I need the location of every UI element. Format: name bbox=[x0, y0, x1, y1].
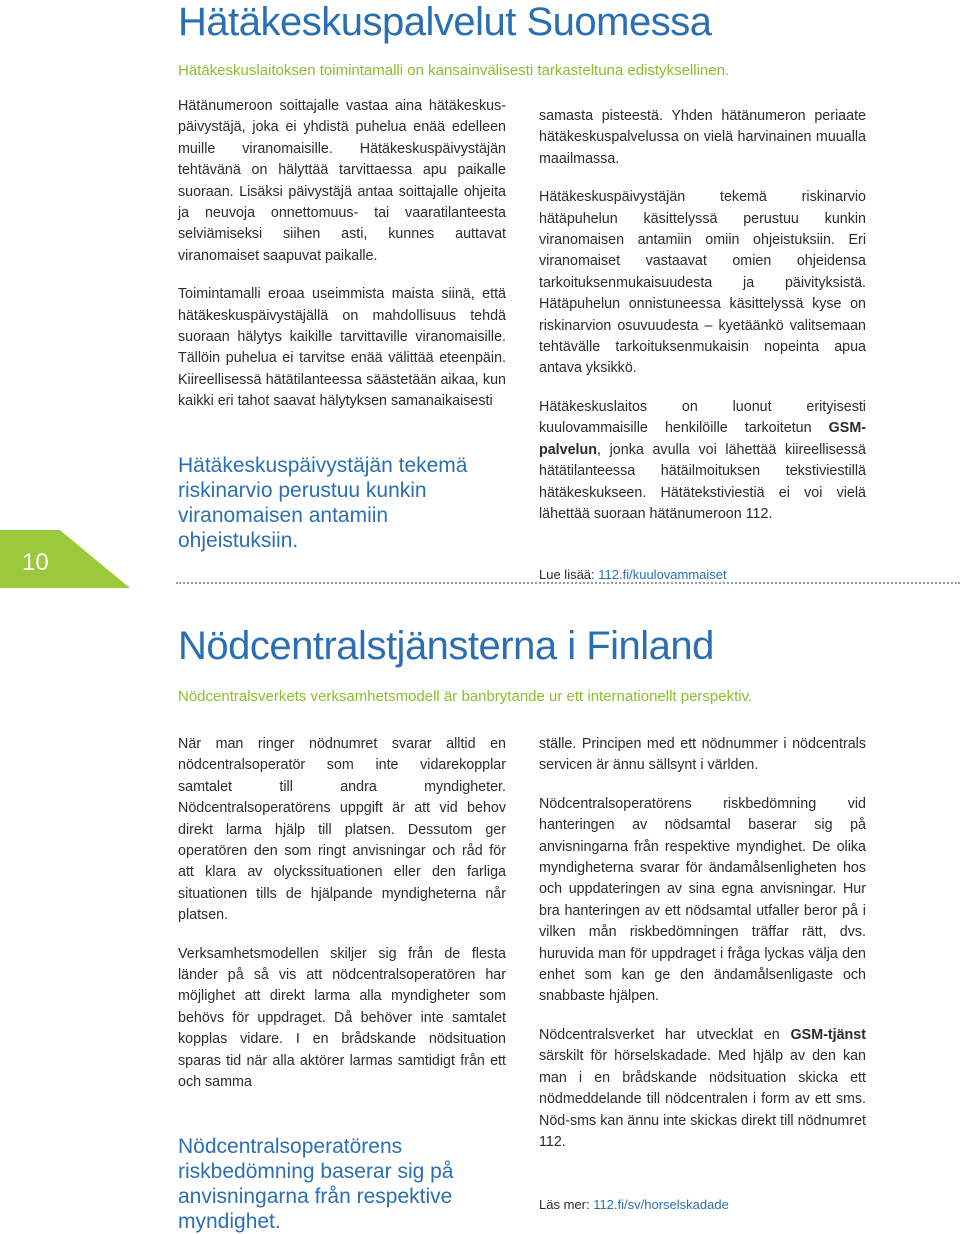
paragraph: Hätäkeskuslaitos on luonut erityisesti kuulovammaisille henkilöille tarkoitetun GSM-palvelun, jonka avulla voi lähettää kiireellisessä hätätilanteessa hätäilmoituksen tekstiviestillä hätäkeskukseen. Hätätekstiviestiä ei voi vielä lähettää suoraan hätänumeroon 112. bbox=[539, 398, 866, 522]
service-name: GSM-tjänst bbox=[790, 1026, 866, 1043]
page-number: 10 bbox=[22, 549, 49, 576]
page-lead: Hätäkeskuslaitoksen toimintamalli on kansainvälisesti tarkasteltuna edistyksellinen. bbox=[178, 62, 730, 79]
section-lead: Nödcentralsverkets verksamhetsmodell är banbrytande ur ett internationellt perspektiv. bbox=[178, 688, 753, 705]
paragraph: Hätäkeskuspäivystäjän tekemä riskinarvio hätäpuhelun käsittelyssä perustuu kunkin viranomaisen antamiin omiin ohjeistuksiin. Eri viranomaiset vastaavat omien ohjeidensa tarkoituksenmukaisuudesta ja päivityksistä. Hätäpuhelun onnistuneessa käsittelyssä kyse on riskinarvion osuvuudesta – kyetäänkö valitsemaan tehtävälle tarkoituksenmukaisin nopeinta apua antava yksikkö. bbox=[539, 189, 866, 377]
pull-quote: Nödcentralsoperatörens riskbedömning baserar sig på anvisningarna från respektive myndighet. bbox=[178, 1134, 454, 1233]
section-title: Nödcentralstjänsterna i Finland bbox=[178, 624, 714, 668]
paragraph: Toimintamalli eroaa useimmista maista siinä, että hätäkeskuspäivystäjällä on mahdollisuus tehdä suoraan hälytys kaikille tarvittaville viranomaisille. Tällöin puhelua ei tarvitse enää välittää eteenpäin. Kiireellisessä hätätilanteessa säästetään aikaa, kun kaikki eri tahot saavat hälytyksen samanaikaisesti bbox=[178, 286, 506, 410]
paragraph: Verksamhetsmodellen skiljer sig från de flesta länder på så vis att nödcentralsoperatören har möjlighet att direkt larma alla myndigheter som behövs för uppdraget. Då behöver inte samtalet kopplas vidare. I en brådskande nödsituation sparas tid när alla aktörer larmas samtidigt från ett och samma bbox=[178, 945, 506, 1091]
read-more: Lue lisää: 112.fi/kuulovammaiset bbox=[539, 567, 727, 583]
article-column-right bbox=[539, 106, 866, 583]
paragraph: Nödcentralsverket har utvecklat en GSM-tjänst särskilt för hörselskadade. Med hjälp av den kan man i en brådskande nödsituation skicka ett nödmeddelande till nödcentralen i form av ett sms. Nöd-sms kan ännu inte skickas direkt till nödnumret 112. bbox=[539, 1026, 866, 1150]
page-title: Hätäkeskuspalvelut Suomessa bbox=[178, 0, 712, 44]
paragraph: samasta pisteestä. Yhden hätänumeron periaate hätäkeskuspalvelussa on vielä harvinainen muualla maailmassa. bbox=[539, 108, 866, 167]
pull-quote: Hätäkeskuspäivystäjän tekemä riskinarvio perustuu kunkin viranomaisen antamiin ohjeistuksiin. bbox=[178, 453, 468, 552]
paragraph: Nödcentralsoperatörens riskbedömning vid hanteringen av nödsamtal baserar sig på anvisningarna från respektive myndighet. De olika myndigheterna svarar för ändamålsenligheten hos och uppdateringen av sina egna anvisningar. Hur bra hanteringen av ett nödsamtal utfaller beror på i vilken mån riskbedömningen träffar rätt, dvs. huruvida man för uppdraget i fråga lyckas välja den enhet som kan ge den ändamålsenligaste och snabbaste hjälpen. bbox=[539, 795, 866, 1005]
read-more-link[interactable]: 112.fi/kuulovammaiset bbox=[598, 567, 727, 583]
paragraph: ställe. Principen med ett nödnummer i nödcentrals servicen är ännu sällsynt i världen. bbox=[539, 736, 866, 774]
read-more-link[interactable]: 112.fi/sv/horselskadade bbox=[593, 1197, 729, 1213]
paragraph: Hätänumeroon soittajalle vastaa aina hätäkeskus-päivystäjä, joka ei yhdistä puhelua enää edelleen muille viranomaisille. Hätäkeskuspäivystäjän tehtävänä on hälyttää tarvittaessa apu paikalle suoraan. Lisäksi päivystäjä antaa soittajalle ohjeita ja neuvoja onnettomuus- tai vaaratilanteesta selviämiseksi siihen asti, kunnes auttavat viranomaiset saapuvat paikalle. bbox=[178, 98, 506, 264]
read-more: Läs mer: 112.fi/sv/horselskadade bbox=[539, 1197, 729, 1213]
article-column-right bbox=[539, 734, 866, 1213]
page-number-tab bbox=[0, 530, 130, 588]
service-name: GSM-palvelun bbox=[539, 420, 866, 458]
article-column-left bbox=[178, 734, 506, 1234]
section-divider bbox=[176, 582, 960, 584]
article-column-left bbox=[178, 96, 506, 553]
paragraph: När man ringer nödnumret svarar alltid en nödcentralsoperatör som inte vidarekopplar samtalet till andra myndigheter. Nödcentralsoperatörens uppgift är att vid behov direkt larma hjälp till platsen. Dessutom ger operatören den som ringt anvisningar och råd för att klara av olyckssituationen eller den farliga situationen tills de hjälpande myndigheterna når platsen. bbox=[178, 736, 506, 924]
